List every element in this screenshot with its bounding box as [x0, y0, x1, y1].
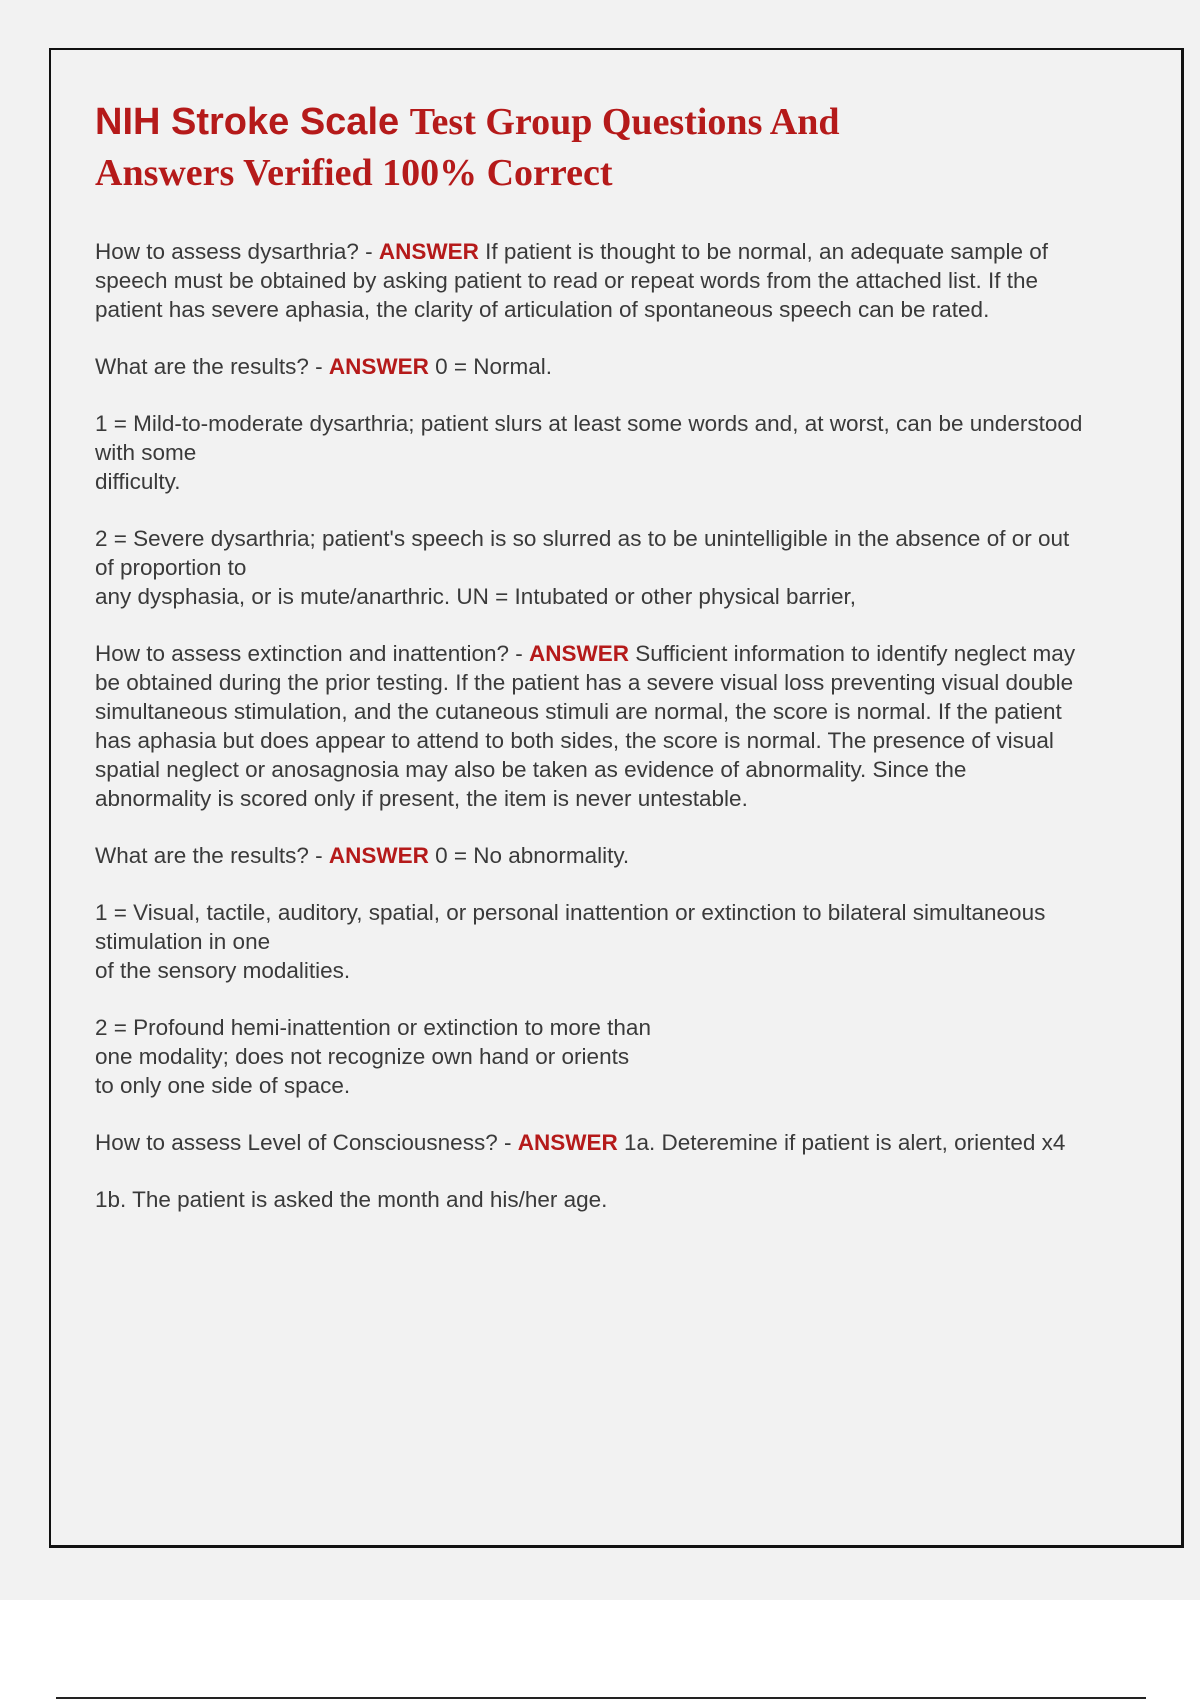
answer-text: Sufficient information to identify neglect may be obtained during the prior testing. If the patient has a severe visual loss preventing visual double simultaneous stimulation, and the cutaneous stimuli are normal, the score is normal. If the patient has aphasia but does appear to attend to both sides, the score is normal. The presence of visual spatial neglect or anosagnosia may also be taken as evidence of abnormality. Since the abnormality is scored only if present, the item is never untestable. [95, 641, 1076, 811]
answer-label: ANSWER [529, 641, 629, 666]
extinction-score-1 [95, 898, 1085, 985]
loc-1b-text: 1b. The patient is asked the month and his/her age. [95, 1187, 608, 1212]
dysarthria-score-1 [95, 409, 1085, 496]
answer-text: 1a. Deteremine if patient is alert, oriented x4 [617, 1130, 1066, 1155]
score-text: difficulty. [95, 469, 181, 494]
qa-dysarthria-results [95, 352, 1085, 381]
qa-extinction-results [95, 841, 1085, 870]
document-content [95, 97, 1085, 1242]
qa-extinction-assess [95, 639, 1085, 813]
document-title [95, 97, 1085, 199]
footer-divider [56, 1697, 1146, 1699]
score-text: 2 = Severe dysarthria; patient's speech is so slurred as to be unintelligible in the absence of or out of proportion to [95, 526, 1070, 580]
loc-1b [95, 1185, 1085, 1214]
title-part-3: Answers Verified 100% Correct [95, 152, 613, 194]
title-part-1: NIH Stroke Scale [95, 101, 400, 143]
answer-text: 0 = Normal. [428, 354, 553, 379]
question-text: How to assess extinction and inattention? - [95, 641, 529, 666]
score-text: 2 = Profound hemi-inattention or extinction to more than [95, 1015, 651, 1040]
score-text: of the sensory modalities. [95, 958, 351, 983]
dysarthria-score-2 [95, 524, 1085, 611]
score-text: 1 = Visual, tactile, auditory, spatial, or personal inattention or extinction to bilateral simultaneous stimulation in one [95, 900, 1046, 954]
score-text: any dysphasia, or is mute/anarthric. UN = Intubated or other physical barrier, [95, 584, 857, 609]
question-text: How to assess Level of Consciousness? - [95, 1130, 518, 1155]
answer-label: ANSWER [328, 843, 429, 868]
extinction-score-2 [95, 1013, 1085, 1100]
question-text: What are the results? - [95, 843, 329, 868]
answer-label: ANSWER [517, 1130, 618, 1155]
answer-label: ANSWER [328, 354, 429, 379]
score-text: one modality; does not recognize own hand or orients [95, 1044, 630, 1069]
score-text: 1 = Mild-to-moderate dysarthria; patient slurs at least some words and, at worst, can be understood with some [95, 411, 1083, 465]
title-part-2: Test Group Questions And [409, 101, 840, 143]
answer-label: ANSWER [378, 239, 479, 264]
qa-loc-assess [95, 1128, 1085, 1157]
answer-text: 0 = No abnormality. [428, 843, 630, 868]
answer-text: If patient is thought to be normal, an adequate sample of speech must be obtained by asking patient to read or repeat words from the attached list. If the patient has severe aphasia, the clarity of articulation of spontaneous speech can be rated. [95, 239, 1048, 322]
question-text: What are the results? - [95, 354, 329, 379]
score-text: to only one side of space. [95, 1073, 351, 1098]
qa-dysarthria-assess [95, 237, 1085, 324]
question-text: How to assess dysarthria? - [95, 239, 379, 264]
